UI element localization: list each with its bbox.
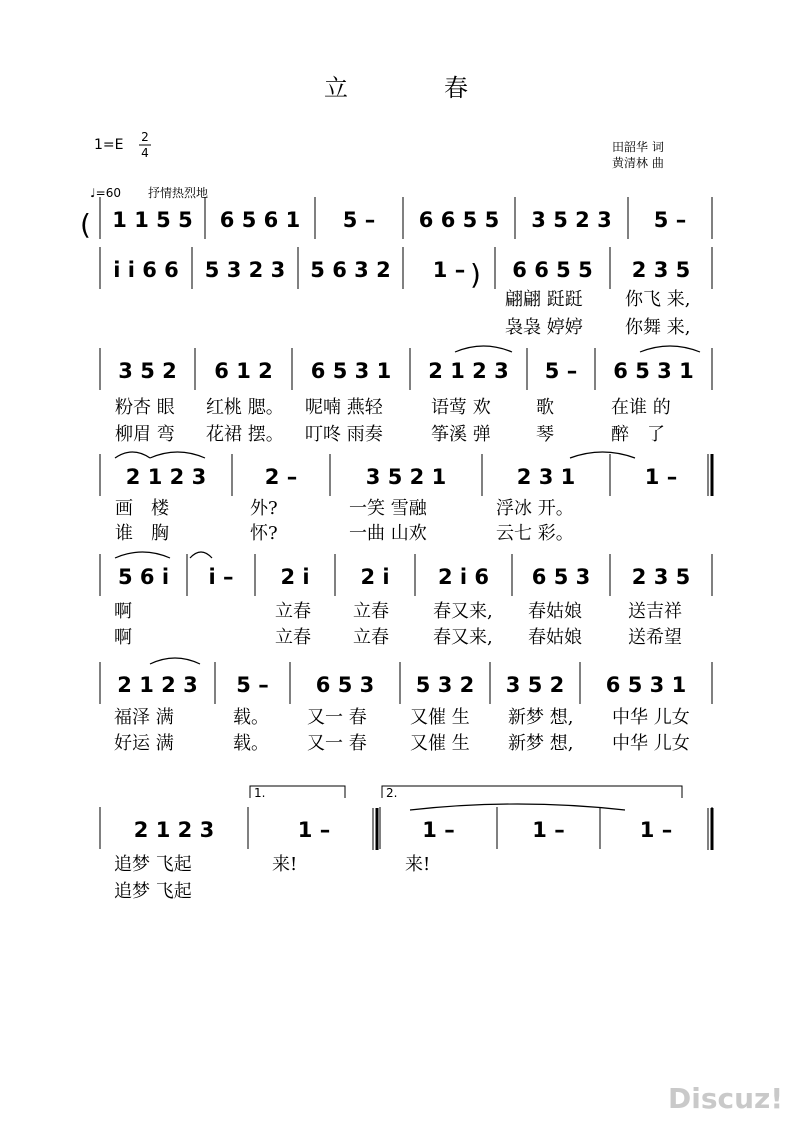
lyric-verse1: 翩翩 跹跹 [505,289,583,310]
volta-bracket-2 [382,786,682,798]
jianpu-measure: 1 1 5 5 [112,208,193,232]
jianpu-measure: 2 1 2 3 [133,818,215,842]
lyric-verse1: 浮冰 开。 [496,498,574,519]
jianpu-measure: 5 6 i [117,565,170,589]
lyric-verse2: 又催 生 [410,733,470,754]
lyric-verse2: 筝溪 弹 [431,424,491,445]
lyric-verse1: 呢喃 燕轻 [305,397,383,418]
page-title: 立 春 [324,74,468,102]
lyric-verse2: 琴 [536,424,554,445]
jianpu-measure: 3 5 2 1 [365,465,447,489]
jianpu-measure: 1 – [639,818,673,842]
lyric-verse1: 追梦 飞起 [114,854,192,875]
jianpu-measure: 5 – [236,673,269,697]
slur [455,346,512,352]
jianpu-measure: 6 5 3 [531,565,591,589]
lyric-verse2: 立春 [275,627,311,648]
lyric-verse1: 立春 [353,601,389,622]
lyric-verse2: 叮咚 雨奏 [305,424,383,445]
lyric-verse1: 载。 [233,707,269,728]
volta-label-1: 1. [254,786,266,800]
lyric-verse1: 福泽 满 [114,707,174,728]
lyric-verse1: 粉杏 眼 [115,397,175,418]
lyric-verse1: 画 楼 [115,498,169,519]
jianpu-measure: 3 5 2 [505,673,565,697]
jianpu-measure: 2 1 2 3 [117,673,198,697]
slur [150,452,205,458]
lyric-verse1: 来! [405,854,431,875]
lyric-verse2: 新梦 想, [508,733,574,754]
jianpu-measure: 1 – [432,258,466,282]
slur [190,552,212,558]
jianpu-measure: 1 – [422,818,455,842]
jianpu-measure: i – [208,565,234,589]
jianpu-measure: 3 5 2 3 [531,208,612,232]
tempo-mark: ♩=60 [90,186,121,200]
lyric-verse1: 一笑 雪融 [349,498,427,519]
slur [640,346,700,352]
lyric-verse1: 送吉祥 [628,601,682,622]
slur [570,452,635,458]
jianpu-measure: i i 6 6 [113,258,179,282]
jianpu-measure: 1 – [297,818,331,842]
lyric-verse1: 你飞 来, [625,289,691,310]
lyric-verse2: 醉 了 [611,424,665,445]
lyric-verse1: 中华 儿女 [612,707,690,728]
jianpu-measure: 5 – [342,208,376,232]
lyric-verse1: 来! [272,854,298,875]
time-signature-top: 2 [141,130,149,144]
jianpu-measure: 2 i [280,565,310,589]
jianpu-measure: 6 5 3 1 [613,359,694,383]
repeat-open-paren: ( [80,208,91,241]
jianpu-measure: 5 3 2 3 [204,258,286,282]
jianpu-measure: 2 3 1 [516,465,576,489]
jianpu-measure: 2 3 5 [631,565,691,589]
composer-credit: 黄清林 曲 [612,156,664,170]
jianpu-measure: 2 1 2 3 [428,359,509,383]
lyric-verse2: 袅袅 婷婷 [505,317,583,338]
repeat-close-paren: ) [470,258,481,291]
lyric-verse2: 又一 春 [307,733,367,754]
volta-label-2: 2. [386,786,398,800]
lyric-verse1: 立春 [275,601,311,622]
lyric-verse2: 载。 [233,733,269,754]
lyric-verse1: 歌 [536,397,554,418]
lyricist-credit: 田韶华 词 [612,140,664,154]
lyric-verse1: 外? [250,498,278,519]
lyric-verse2: 花裙 摆。 [206,424,284,445]
lyric-verse1: 又催 生 [410,707,470,728]
lyric-verse2: 追梦 飞起 [114,881,192,902]
lyric-verse2: 春又来, [433,627,493,648]
slur [115,552,170,558]
jianpu-measure: 2 i 6 [437,565,490,589]
jianpu-measure: 6 5 6 1 [219,208,301,232]
jianpu-measure: 6 5 3 1 [605,673,687,697]
key-signature: 1=E [94,137,124,153]
lyric-verse2: 春姑娘 [528,627,582,648]
lyric-verse2: 柳眉 弯 [115,424,175,445]
lyric-verse1: 春姑娘 [528,601,582,622]
jianpu-measure: 1 – [644,465,678,489]
jianpu-measure: 5 3 2 [415,673,475,697]
jianpu-measure: 6 5 3 [315,673,375,697]
lyric-verse1: 新梦 想, [508,707,574,728]
lyric-verse2: 中华 儿女 [612,733,690,754]
jianpu-measure: 1 – [532,818,565,842]
jianpu-measure: 6 1 2 [214,359,273,383]
lyric-verse1: 红桃 腮。 [206,397,284,418]
discuz-watermark: Discuz! [668,1082,784,1115]
jianpu-measure: 6 5 3 1 [310,359,392,383]
expression-mark: 抒情热烈地 [148,186,209,200]
lyric-verse1: 啊 [114,601,132,622]
jianpu-measure: 2 i [360,565,390,589]
lyric-verse2: 一曲 山欢 [349,523,427,544]
lyric-verse1: 在谁 的 [611,397,671,418]
lyric-verse2: 送希望 [628,627,682,648]
jianpu-measure: 5 – [544,359,578,383]
lyric-verse2: 好运 满 [114,733,174,754]
jianpu-measure: 2 1 2 3 [125,465,207,489]
lyric-verse2: 你舞 来, [625,317,691,338]
lyric-verse1: 春又来, [433,601,493,622]
jianpu-measure: 6 6 5 5 [512,258,593,282]
jianpu-measure: 3 5 2 [118,359,177,383]
lyric-verse1: 语莺 欢 [431,397,491,418]
time-signature-bottom: 4 [141,146,149,160]
lyric-verse2: 云七 彩。 [496,523,574,544]
lyric-verse2: 谁 胸 [115,523,169,544]
jianpu-measure: 5 6 3 2 [310,258,391,282]
jianpu-measure: 2 – [264,465,298,489]
jianpu-measure: 6 6 5 5 [418,208,500,232]
slur [150,658,200,664]
slur [410,804,625,810]
lyric-verse2: 怀? [250,523,278,544]
lyric-verse1: 又一 春 [307,707,367,728]
jianpu-measure: 5 – [653,208,687,232]
jianpu-measure: 2 3 5 [631,258,691,282]
slur [115,452,150,458]
lyric-verse2: 啊 [114,627,132,648]
lyric-verse2: 立春 [353,627,389,648]
